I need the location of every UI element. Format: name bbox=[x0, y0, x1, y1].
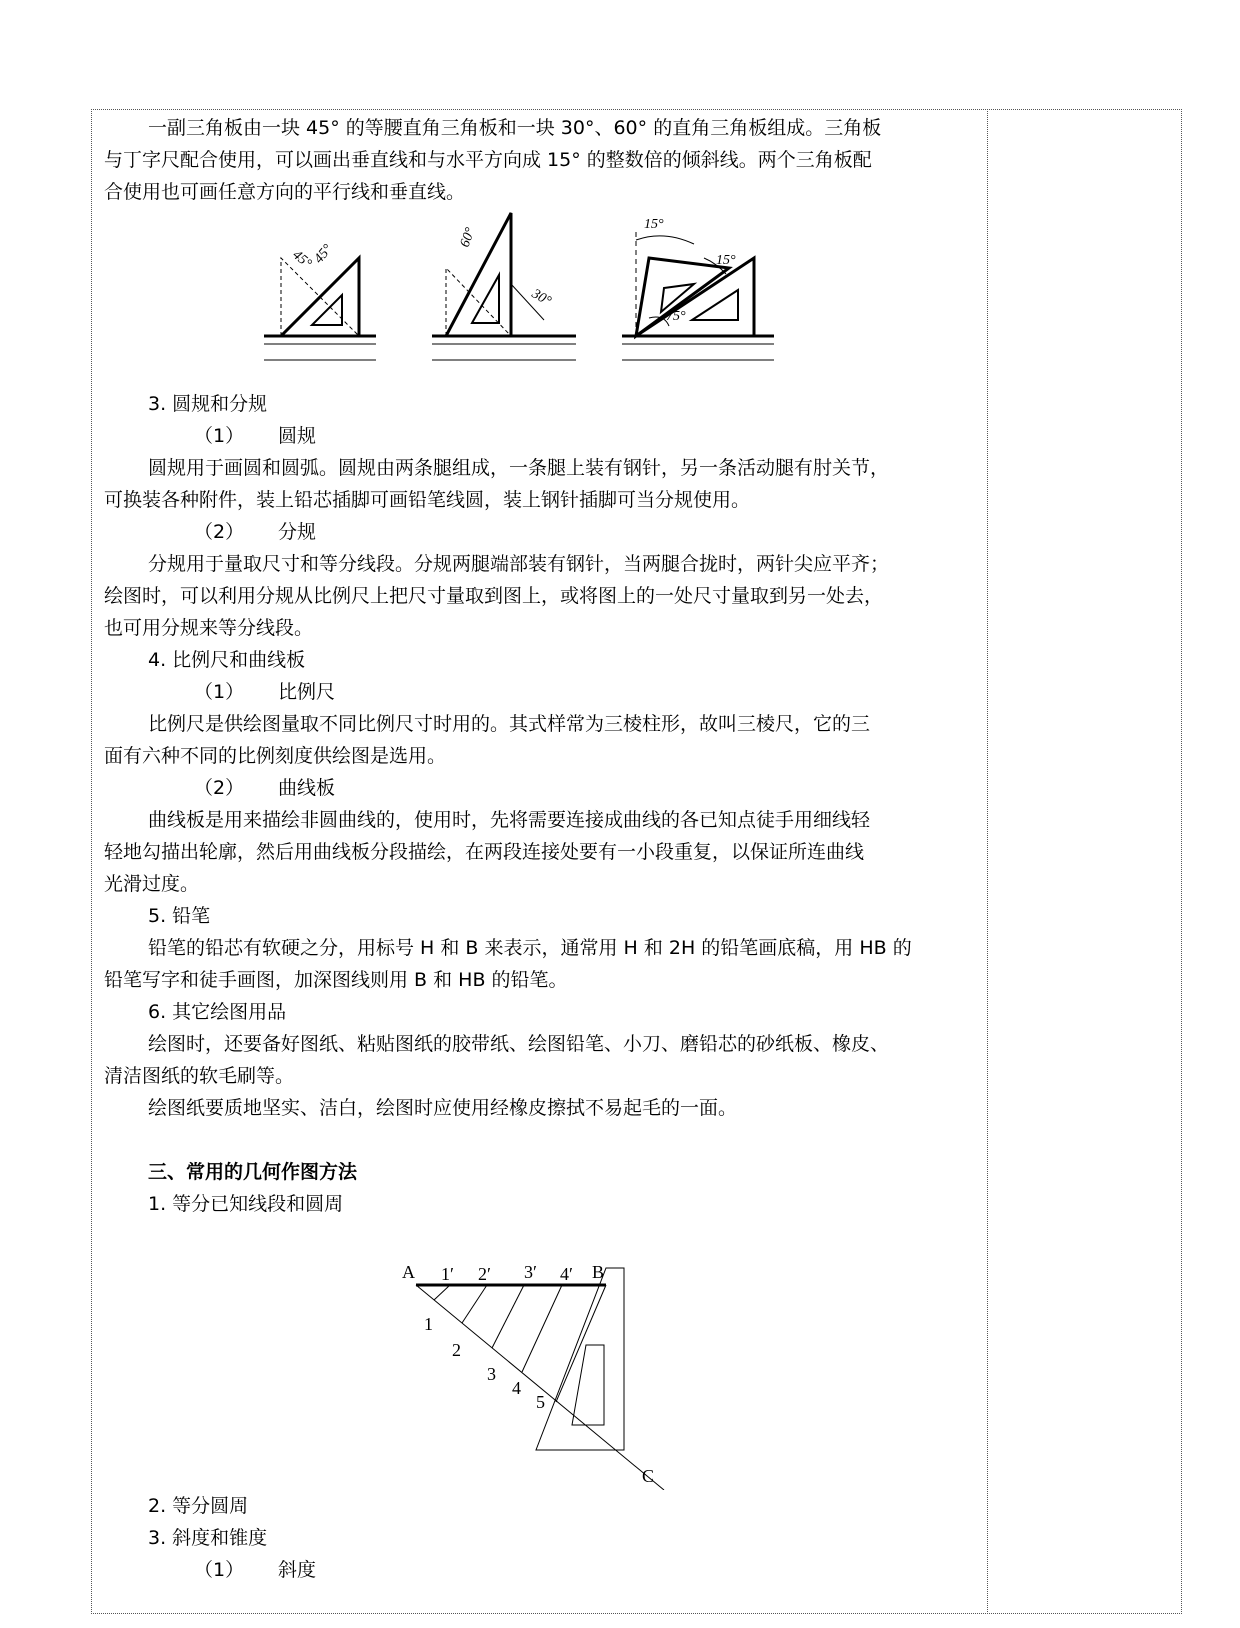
section-3-sub1-line-1: 圆规用于画圆和圆弧。圆规由两条腿组成，一条腿上装有钢针，另一条活动腿有肘关节， bbox=[148, 457, 890, 479]
intro-line-2: 与丁字尺配合使用，可以画出垂直线和与水平方向成 15° 的整数倍的倾斜线。两个三角板配 bbox=[104, 149, 872, 171]
point-c-label: C bbox=[642, 1466, 655, 1486]
section-3-sub2: （2） 分规 bbox=[194, 521, 317, 543]
divide-segment-figure bbox=[104, 1220, 984, 1490]
section-3-sub1: （1） 圆规 bbox=[194, 425, 317, 447]
angle-label-15a: 15° bbox=[644, 217, 664, 232]
section-6-line-3: 绘图纸要质地坚实、洁白，绘图时应使用经橡皮擦拭不易起毛的一面。 bbox=[148, 1097, 738, 1119]
section-4-sub1: （1） 比例尺 bbox=[194, 681, 336, 703]
section-4-sub2: （2） 曲线板 bbox=[194, 777, 336, 799]
part-3-heading: 三、常用的几何作图方法 bbox=[148, 1161, 358, 1183]
division-label-2p: 2′ bbox=[478, 1264, 491, 1284]
division-label-1: 1 bbox=[424, 1314, 433, 1334]
section-5-heading: 5. 铅笔 bbox=[148, 905, 211, 927]
division-label-3p: 3′ bbox=[524, 1262, 537, 1282]
section-3-heading: 3. 圆规和分规 bbox=[148, 393, 268, 415]
division-label-4p: 4′ bbox=[560, 1264, 573, 1284]
point-a-label: A bbox=[402, 1262, 415, 1282]
division-label-5: 5 bbox=[536, 1392, 545, 1412]
section-5-line-2: 铅笔写字和徒手画图，加深图线则用 B 和 HB 的铅笔。 bbox=[104, 969, 568, 991]
section-4-heading: 4. 比例尺和曲线板 bbox=[148, 649, 306, 671]
main-content bbox=[104, 112, 984, 1586]
angle-label-60: 60° bbox=[457, 225, 479, 250]
section-3-sub1-line-2: 可换装各种附件，装上铅芯插脚可画铅笔线圆，装上钢针插脚可当分规使用。 bbox=[104, 489, 751, 511]
section-3-sub2-line-3: 也可用分规来等分线段。 bbox=[104, 617, 314, 639]
column-separator bbox=[987, 109, 988, 1614]
division-label-2: 2 bbox=[452, 1340, 461, 1360]
division-label-1p: 1′ bbox=[441, 1264, 454, 1284]
section-6-heading: 6. 其它绘图用品 bbox=[148, 1001, 287, 1023]
section-4-sub1-line-1: 比例尺是供绘图量取不同比例尺寸时用的。其式样常为三棱柱形，故叫三棱尺，它的三 bbox=[148, 713, 871, 735]
part-3-item-3: 3. 斜度和锥度 bbox=[148, 1527, 268, 1549]
division-label-4: 4 bbox=[512, 1378, 521, 1398]
part-3-item-3-sub1: （1） 斜度 bbox=[194, 1559, 317, 1581]
section-4-sub2-line-2: 轻地勾描出轮廓，然后用曲线板分段描绘，在两段连接处要有一小段重复，以保证所连曲线 bbox=[104, 841, 865, 863]
section-3-sub2-line-2: 绘图时，可以利用分规从比例尺上把尺寸量取到图上，或将图上的一处尺寸量取到另一处去， bbox=[104, 585, 884, 607]
section-3-sub2-line-1: 分规用于量取尺寸和等分线段。分规两腿端部装有钢针，当两腿合拢时，两针尖应平齐； bbox=[148, 553, 890, 575]
angle-label-45b: 45° bbox=[311, 241, 336, 267]
section-5-line-1: 铅笔的铅芯有软硬之分，用标号 H 和 B 来表示，通常用 H 和 2H 的铅笔画底稿，用 HB 的 bbox=[148, 937, 912, 959]
angle-label-30: 30° bbox=[529, 286, 554, 310]
division-label-3: 3 bbox=[487, 1364, 496, 1384]
part-3-item-2: 2. 等分圆周 bbox=[148, 1495, 249, 1517]
section-4-sub1-line-2: 面有六种不同的比例刻度供绘图是选用。 bbox=[104, 745, 447, 767]
intro-line-1: 一副三角板由一块 45° 的等腰直角三角板和一块 30°、60° 的直角三角板组成。三角板 bbox=[148, 117, 882, 139]
section-6-line-1: 绘图时，还要备好图纸、粘贴图纸的胶带纸、绘图铅笔、小刀、磨铅芯的砂纸板、橡皮、 bbox=[148, 1033, 890, 1055]
triangle-squares-figure bbox=[104, 208, 984, 388]
section-4-sub2-line-1: 曲线板是用来描绘非圆曲线的，使用时，先将需要连接成曲线的各已知点徒手用细线轻 bbox=[148, 809, 871, 831]
angle-label-75: 75° bbox=[666, 309, 686, 324]
angle-label-15b: 15° bbox=[716, 253, 736, 268]
section-4-sub2-line-3: 光滑过度。 bbox=[104, 873, 200, 895]
part-3-item-1: 1. 等分已知线段和圆周 bbox=[148, 1193, 344, 1215]
intro-line-3: 合使用也可画任意方向的平行线和垂直线。 bbox=[104, 181, 466, 203]
point-b-label: B bbox=[592, 1262, 605, 1282]
section-6-line-2: 清洁图纸的软毛刷等。 bbox=[104, 1065, 295, 1087]
angle-label-45a: 45° bbox=[289, 247, 315, 272]
